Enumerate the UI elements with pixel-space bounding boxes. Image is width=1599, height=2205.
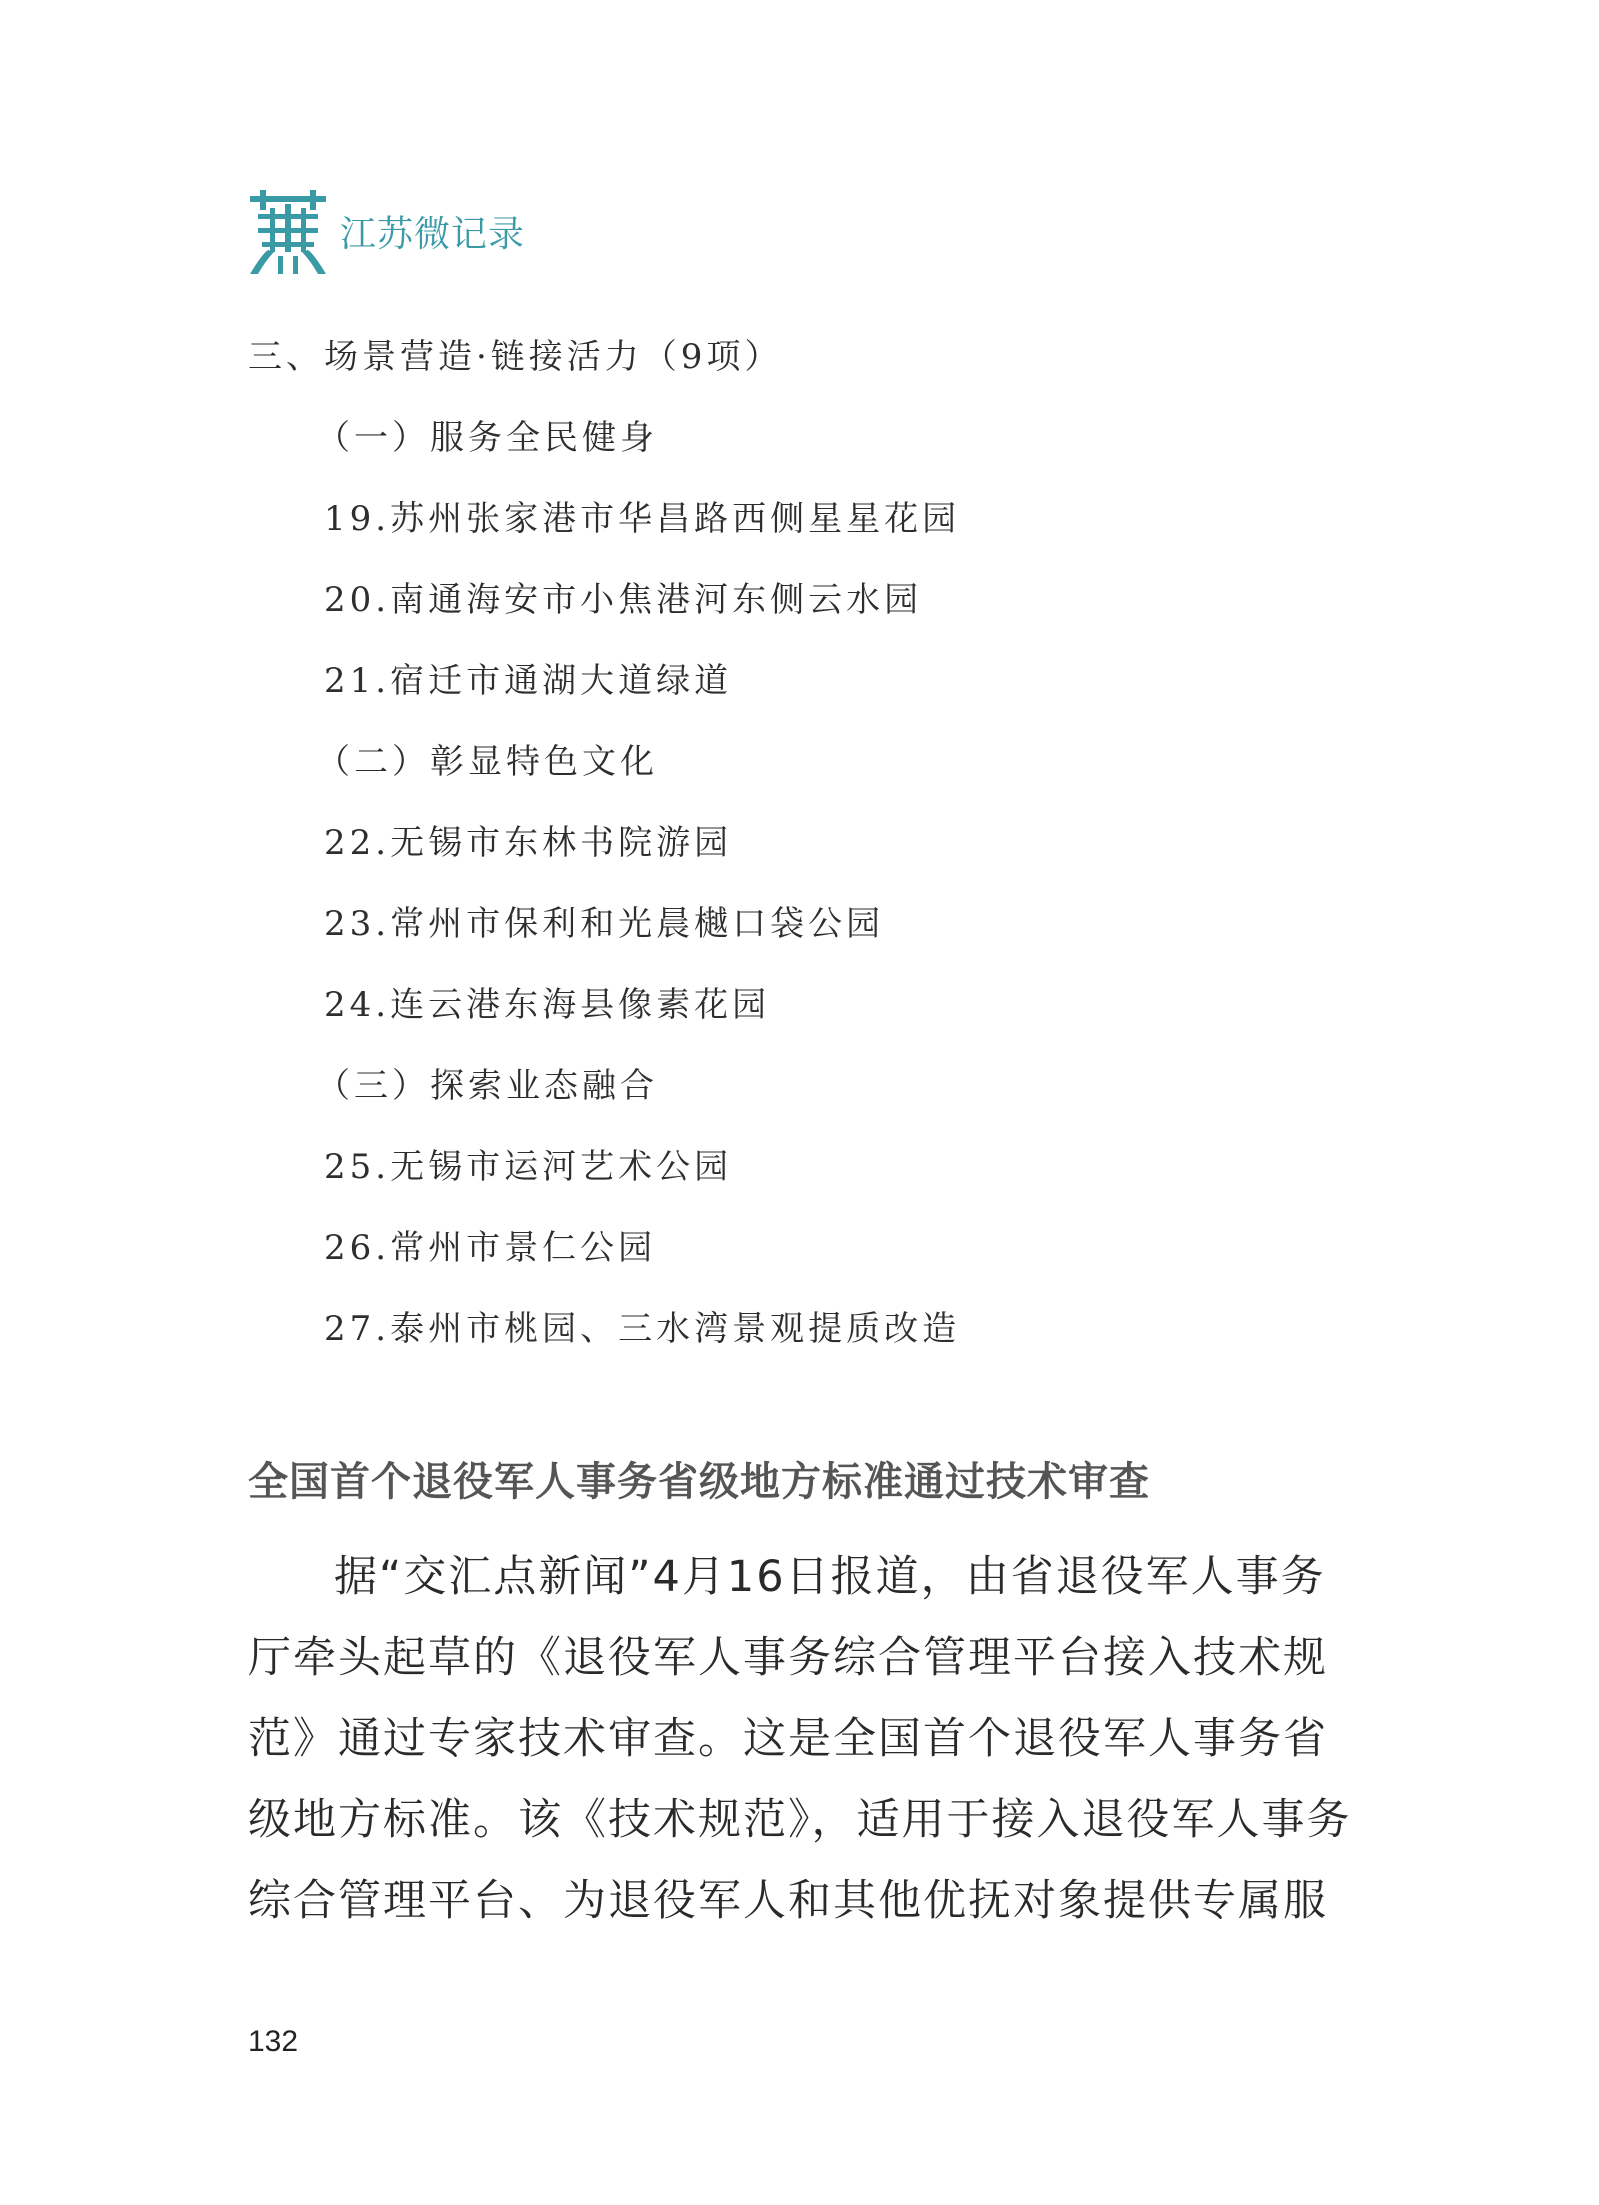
page-number: 132 — [248, 2025, 299, 2058]
toc-item: 24.连云港东海县像素花园 — [324, 985, 771, 1025]
toc-subheading: （一）服务全民健身 — [316, 418, 658, 458]
header-title: 江苏微记录 — [340, 214, 526, 255]
article-paragraph-line: 级地方标准。该《技术规范》，适用于接入退役军人事务 — [248, 1795, 1352, 1845]
toc-item: 27.泰州市桃园、三水湾景观提质改造 — [324, 1309, 961, 1349]
article-paragraph-line: 综合管理平台、为退役军人和其他优抚对象提供专属服 — [248, 1876, 1328, 1926]
toc-section-heading: 三、场景营造·链接活力（9项） — [248, 337, 783, 377]
toc-item: 26.常州市景仁公园 — [324, 1228, 657, 1268]
article-paragraph-line: 厅牵头起草的《退役军人事务综合管理平台接入技术规 — [248, 1633, 1328, 1683]
jiangsu-emblem-icon — [248, 190, 328, 276]
toc-item: 21.宿迁市通湖大道绿道 — [324, 661, 733, 701]
toc-subheading: （二）彰显特色文化 — [316, 742, 658, 782]
toc-item: 22.无锡市东林书院游园 — [324, 823, 733, 863]
article-title: 全国首个退役军人事务省级地方标准通过技术审查 — [248, 1459, 1150, 1505]
toc-item: 23.常州市保利和光晨樾口袋公园 — [324, 904, 885, 944]
toc-item: 19.苏州张家港市华昌路西侧星星花园 — [324, 499, 961, 539]
article-paragraph-line: 据“交汇点新闻”4月16日报道，由省退役军人事务 — [334, 1552, 1326, 1602]
running-header — [248, 188, 525, 278]
toc-subheading: （三）探索业态融合 — [316, 1066, 658, 1106]
toc-item: 25.无锡市运河艺术公园 — [324, 1147, 733, 1187]
article-paragraph-line: 范》通过专家技术审查。这是全国首个退役军人事务省 — [248, 1714, 1328, 1764]
toc-item: 20.南通海安市小焦港河东侧云水园 — [324, 580, 923, 620]
